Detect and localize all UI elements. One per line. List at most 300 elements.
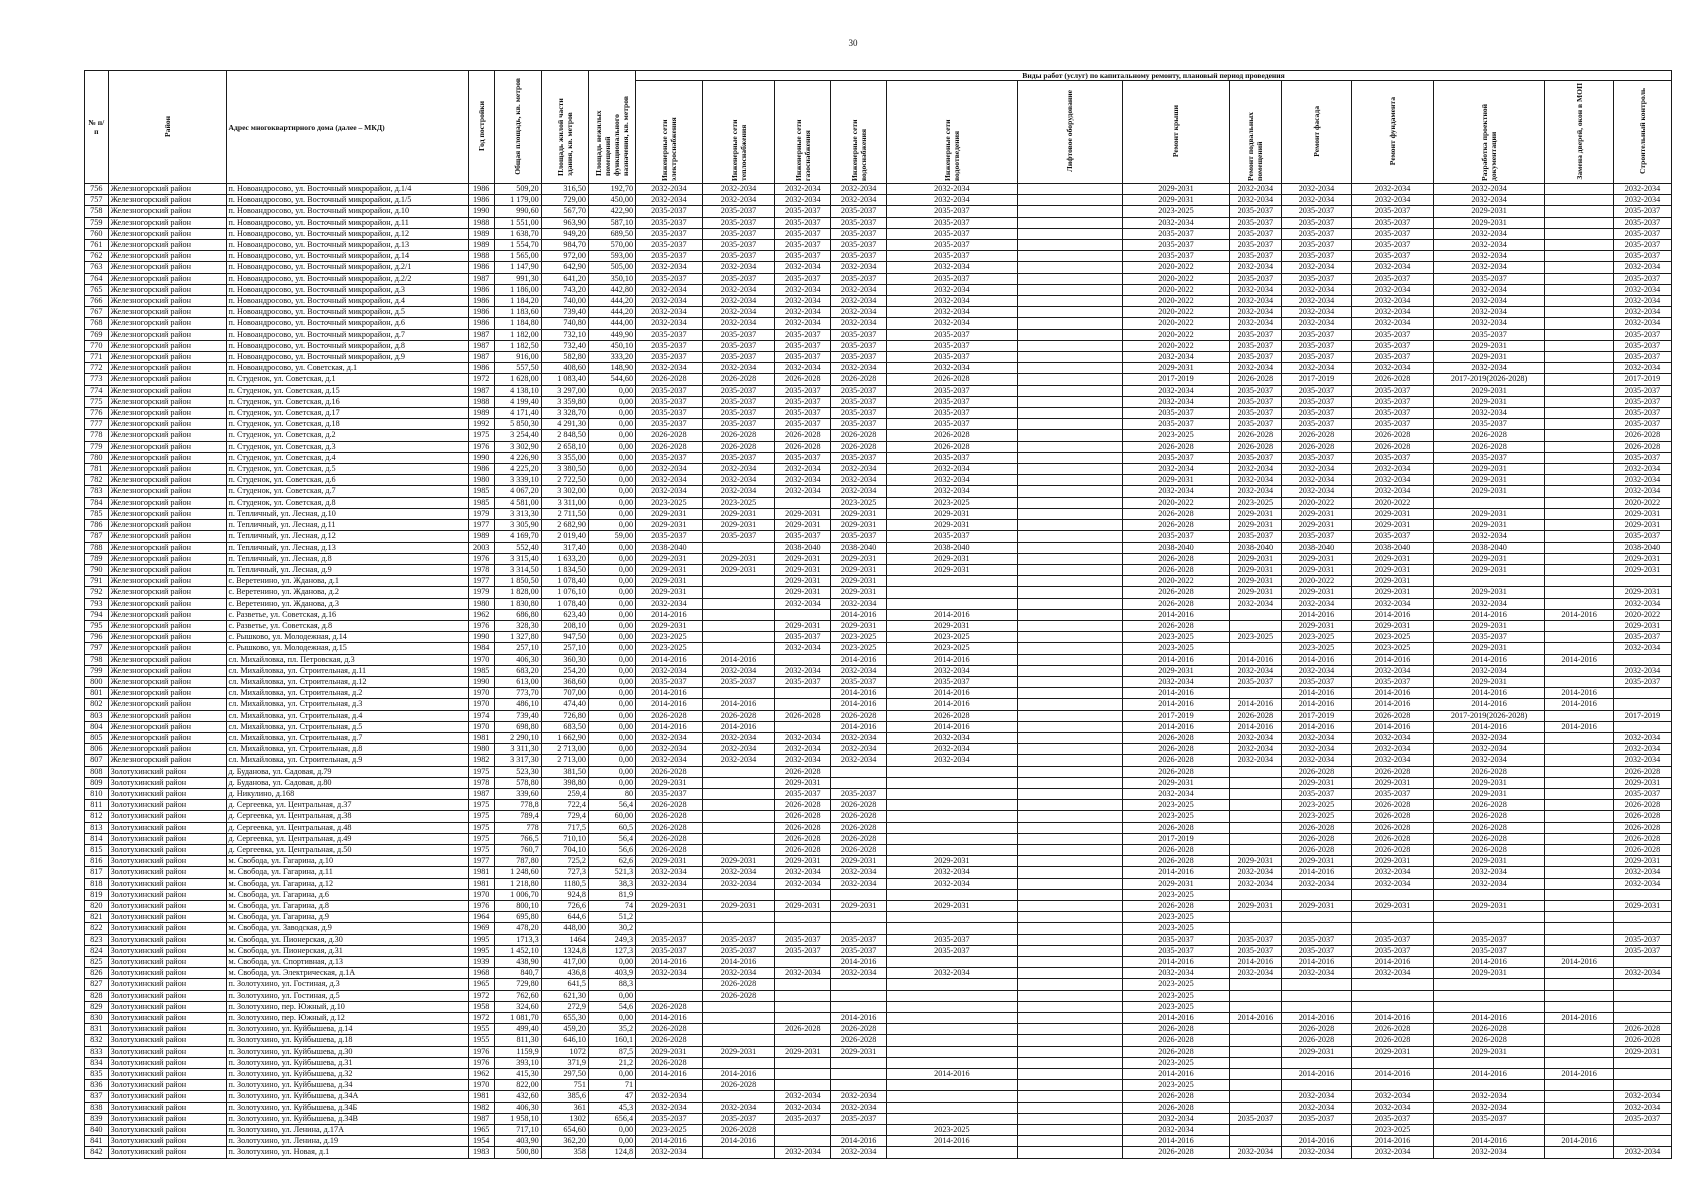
table-cell: 984,70	[541, 240, 588, 251]
table-cell: 2029-2031	[831, 508, 887, 519]
table-cell: 2017-2019	[1613, 710, 1671, 721]
table-cell: 2035-2037	[1230, 531, 1281, 542]
work-col-header: Разработка проектной документации	[1433, 81, 1545, 184]
table-cell: 760	[85, 228, 109, 239]
table-cell	[1017, 732, 1122, 743]
table-row	[85, 217, 1672, 228]
table-cell: 2038-2040	[775, 542, 831, 553]
table-cell: 0,00	[588, 441, 635, 452]
table-cell: 2032-2034	[1230, 665, 1281, 676]
table-cell: 2026-2028	[1122, 1046, 1229, 1057]
table-cell: 641,20	[541, 273, 588, 284]
table-cell: 2035-2037	[775, 676, 831, 687]
table-cell: 2032-2034	[1433, 195, 1545, 206]
table-cell	[1545, 1113, 1614, 1124]
table-cell: 432,60	[494, 1091, 541, 1102]
table-row	[85, 262, 1672, 273]
table-cell	[1545, 811, 1614, 822]
table-cell	[1613, 1057, 1671, 1068]
table-cell	[775, 688, 831, 699]
table-cell: м. Свобода, ул. Гагарина, д.8	[226, 901, 468, 912]
table-cell: 1981	[468, 867, 494, 878]
table-cell: 775	[85, 396, 109, 407]
table-cell	[1545, 430, 1614, 441]
table-cell: 2035-2037	[702, 273, 775, 284]
table-cell: 803	[85, 710, 109, 721]
table-cell: 722,4	[541, 800, 588, 811]
table-cell: 2032-2034	[1230, 363, 1281, 374]
table-cell: м. Свобода, ул. Заводская, д.9	[226, 923, 468, 934]
table-cell: 361	[541, 1102, 588, 1113]
table-cell: Железногорский район	[108, 598, 226, 609]
table-cell: 2026-2028	[1122, 620, 1229, 631]
table-cell: Железногорский район	[108, 251, 226, 262]
table-cell: 0,00	[588, 430, 635, 441]
table-cell	[1017, 385, 1122, 396]
table-cell: п. Новоандросово, ул. Восточный микрорайон, д.7	[226, 329, 468, 340]
table-cell: 2029-2031	[702, 856, 775, 867]
table-cell: 2032-2034	[1433, 755, 1545, 766]
table-cell: 822,00	[494, 1080, 541, 1091]
work-col-header: Инженерные сети водоснабжения	[831, 81, 887, 184]
table-cell: 2029-2031	[775, 587, 831, 598]
table-cell: 2014-2016	[1122, 1136, 1229, 1147]
table-cell: 3 311,00	[541, 497, 588, 508]
table-cell: 2026-2028	[636, 800, 702, 811]
table-cell	[886, 1035, 1017, 1046]
table-cell: 2026-2028	[1122, 732, 1229, 743]
table-cell: 1987	[468, 788, 494, 799]
table-cell: 727,3	[541, 867, 588, 878]
table-cell	[702, 1147, 775, 1158]
table-cell: 2026-2028	[1122, 1091, 1229, 1102]
table-cell: 2014-2016	[1352, 721, 1433, 732]
table-cell: 2026-2028	[1122, 901, 1229, 912]
table-cell: 2035-2037	[1433, 419, 1545, 430]
table-cell: 0,00	[588, 766, 635, 777]
table-cell	[1230, 822, 1281, 833]
table-cell: 2032-2034	[1230, 878, 1281, 889]
table-cell: 778,8	[494, 800, 541, 811]
table-cell: 2026-2028	[886, 441, 1017, 452]
table-cell: 1975	[468, 844, 494, 855]
table-cell: 2035-2037	[831, 396, 887, 407]
table-cell: 0,00	[588, 620, 635, 631]
table-cell: 2035-2037	[1281, 240, 1352, 251]
table-cell: 2035-2037	[775, 788, 831, 799]
table-row	[85, 329, 1672, 340]
table-cell: 2023-2025	[886, 643, 1017, 654]
table-cell: 1984	[468, 643, 494, 654]
table-cell: 2014-2016	[1433, 721, 1545, 732]
table-cell: 2023-2025	[1122, 1057, 1229, 1068]
table-cell: 2032-2034	[636, 744, 702, 755]
table-row	[85, 934, 1672, 945]
table-cell	[1545, 475, 1614, 486]
table-cell: 2032-2034	[1230, 968, 1281, 979]
table-cell: 2038-2040	[636, 542, 702, 553]
table-cell: 2038-2040	[1352, 542, 1433, 553]
table-cell: 782	[85, 475, 109, 486]
table-cell: 1989	[468, 240, 494, 251]
table-row	[85, 195, 1672, 206]
table-cell: 408,60	[541, 363, 588, 374]
table-cell: 2029-2031	[886, 901, 1017, 912]
table-cell: Золотухинский район	[108, 1125, 226, 1136]
table-cell: Железногорский район	[108, 475, 226, 486]
table-cell: 683,50	[541, 721, 588, 732]
table-cell: 4 169,70	[494, 531, 541, 542]
table-cell: 1995	[468, 934, 494, 945]
table-cell: 2035-2037	[1230, 1113, 1281, 1124]
table-cell: 2014-2016	[1433, 688, 1545, 699]
table-cell: 47	[588, 1091, 635, 1102]
table-cell: 1989	[468, 228, 494, 239]
work-col-header: Ремонт подвальных помещений	[1230, 81, 1281, 184]
table-cell: 698,80	[494, 721, 541, 732]
table-cell: 2035-2037	[702, 329, 775, 340]
table-cell: 2035-2037	[636, 206, 702, 217]
table-cell	[1017, 329, 1122, 340]
table-cell: 2035-2037	[1281, 251, 1352, 262]
table-cell: п. Новоандросово, ул. Советская, д.1	[226, 363, 468, 374]
table-cell: 2026-2028	[1613, 766, 1671, 777]
table-row	[85, 184, 1672, 195]
table-cell	[1230, 1035, 1281, 1046]
table-cell: 148,90	[588, 363, 635, 374]
table-cell: 2035-2037	[1230, 273, 1281, 284]
table-cell: 740,80	[541, 318, 588, 329]
table-cell: 30,2	[588, 923, 635, 934]
table-cell: 2035-2037	[1613, 408, 1671, 419]
table-cell: 2035-2037	[1613, 385, 1671, 396]
table-cell	[1545, 464, 1614, 475]
table-cell	[1017, 497, 1122, 508]
table-cell: 2017-2019	[1281, 374, 1352, 385]
table-cell	[636, 979, 702, 990]
table-cell: 2035-2037	[886, 206, 1017, 217]
table-cell: 2035-2037	[831, 329, 887, 340]
table-cell	[1017, 643, 1122, 654]
table-cell	[1017, 688, 1122, 699]
table-cell: 2035-2037	[1352, 945, 1433, 956]
table-cell: 2026-2028	[702, 441, 775, 452]
table-cell: 2014-2016	[1281, 867, 1352, 878]
table-cell	[1230, 777, 1281, 788]
table-cell	[1545, 990, 1614, 1001]
table-cell: 832	[85, 1035, 109, 1046]
table-cell: Железногорский район	[108, 520, 226, 531]
table-cell: Золотухинский район	[108, 766, 226, 777]
work-col-header: Инженерные сети электроснабжения	[636, 81, 702, 184]
table-cell: Железногорский район	[108, 284, 226, 295]
table-cell: 2026-2028	[1122, 1035, 1229, 1046]
table-cell: 2032-2034	[1613, 643, 1671, 654]
table-cell: 1958	[468, 1001, 494, 1012]
table-cell	[886, 800, 1017, 811]
table-cell: 2035-2037	[636, 228, 702, 239]
table-cell: 2014-2016	[1545, 957, 1614, 968]
table-cell: п. Студенок, ул. Советская, д.5	[226, 464, 468, 475]
table-cell: 2029-2031	[775, 620, 831, 631]
table-cell: 324,60	[494, 1001, 541, 1012]
table-cell: 1974	[468, 710, 494, 721]
table-cell: 1990	[468, 206, 494, 217]
table-cell: 2014-2016	[1281, 957, 1352, 968]
work-col-header: Инженерные сети водоотведения	[886, 81, 1017, 184]
table-cell: 2026-2028	[1352, 710, 1433, 721]
table-cell: Железногорский район	[108, 352, 226, 363]
table-cell: 2035-2037	[1230, 329, 1281, 340]
table-cell: 2035-2037	[775, 352, 831, 363]
table-row	[85, 486, 1672, 497]
table-cell: 45,3	[588, 1102, 635, 1113]
table-cell: 2032-2034	[775, 475, 831, 486]
table-cell: 1 662,90	[541, 732, 588, 743]
table-cell: 2032-2034	[1613, 486, 1671, 497]
table-cell: 1987	[468, 340, 494, 351]
table-cell	[1545, 968, 1614, 979]
table-cell: 2029-2031	[831, 576, 887, 587]
table-cell: 829	[85, 1001, 109, 1012]
table-cell: 1962	[468, 609, 494, 620]
table-cell: 2026-2028	[831, 430, 887, 441]
table-cell: п. Новоандросово, ул. Восточный микрорайон, д.2/2	[226, 273, 468, 284]
table-cell	[1017, 990, 1122, 1001]
table-cell: 689,50	[588, 228, 635, 239]
table-cell: 2035-2037	[1613, 329, 1671, 340]
table-cell: 2035-2037	[1352, 240, 1433, 251]
table-cell	[775, 990, 831, 1001]
table-cell	[702, 688, 775, 699]
table-cell	[636, 923, 702, 934]
table-cell: 2 848,50	[541, 430, 588, 441]
table-cell: 2032-2034	[1613, 1102, 1671, 1113]
table-cell: 1965	[468, 979, 494, 990]
table-cell	[1545, 195, 1614, 206]
table-cell: 2032-2034	[1352, 296, 1433, 307]
table-cell: 2032-2034	[636, 1102, 702, 1113]
table-cell: 2014-2016	[831, 1136, 887, 1147]
table-cell: 2035-2037	[775, 1113, 831, 1124]
table-cell: 2029-2031	[1122, 184, 1229, 195]
table-cell: 567,70	[541, 206, 588, 217]
table-cell: 60,5	[588, 822, 635, 833]
table-cell: Железногорский район	[108, 430, 226, 441]
table-cell: 2014-2016	[1352, 699, 1433, 710]
table-cell: с. Рышково, ул. Молодежная, д.15	[226, 643, 468, 654]
table-cell: 2014-2016	[1281, 1069, 1352, 1080]
table-cell	[775, 1035, 831, 1046]
table-cell: 2014-2016	[1230, 957, 1281, 968]
table-cell: 2029-2031	[1613, 587, 1671, 598]
table-cell: 2026-2028	[1281, 441, 1352, 452]
table-cell: 2035-2037	[636, 934, 702, 945]
table-cell	[1545, 228, 1614, 239]
table-row	[85, 822, 1672, 833]
table-cell: 796	[85, 632, 109, 643]
table-cell: п. Новоандросово, ул. Восточный микрорайон, д.12	[226, 228, 468, 239]
table-cell: 2032-2034	[886, 464, 1017, 475]
table-cell: 2032-2034	[1230, 598, 1281, 609]
table-cell: 2023-2025	[831, 632, 887, 643]
table-cell: 810	[85, 788, 109, 799]
table-cell: 2029-2031	[1433, 856, 1545, 867]
table-cell: 2035-2037	[636, 240, 702, 251]
table-cell: 2032-2034	[886, 755, 1017, 766]
table-cell: 2032-2034	[1281, 878, 1352, 889]
table-cell	[1545, 273, 1614, 284]
table-cell: 2032-2034	[831, 1091, 887, 1102]
table-cell: 823	[85, 934, 109, 945]
table-cell: 0,00	[588, 643, 635, 654]
table-cell: 1990	[468, 676, 494, 687]
table-cell	[1545, 296, 1614, 307]
table-cell: п. Золотухино, пер. Южный, д.10	[226, 1001, 468, 1012]
table-cell: 2035-2037	[1613, 352, 1671, 363]
table-cell: 1985	[468, 497, 494, 508]
table-cell: 1 184,20	[494, 296, 541, 307]
capital-repair-table	[84, 70, 1672, 1159]
table-cell	[886, 889, 1017, 900]
table-cell: Золотухинский район	[108, 923, 226, 934]
table-cell	[1545, 665, 1614, 676]
table-row	[85, 419, 1672, 430]
table-cell: 813	[85, 822, 109, 833]
table-row	[85, 273, 1672, 284]
table-cell: Железногорский район	[108, 374, 226, 385]
table-cell	[1017, 531, 1122, 542]
table-cell: 2035-2037	[1281, 329, 1352, 340]
table-cell: 0,00	[588, 475, 635, 486]
table-cell: 2032-2034	[1281, 475, 1352, 486]
table-cell: 2029-2031	[1230, 576, 1281, 587]
table-cell: 406,30	[494, 654, 541, 665]
table-cell: 582,80	[541, 352, 588, 363]
table-cell: 2029-2031	[636, 901, 702, 912]
table-cell: 2014-2016	[1545, 1136, 1614, 1147]
table-cell: 1982	[468, 755, 494, 766]
table-row	[85, 844, 1672, 855]
table-cell: 2032-2034	[636, 968, 702, 979]
table-cell	[1017, 867, 1122, 878]
table-cell: 1988	[468, 396, 494, 407]
table-cell: 784	[85, 497, 109, 508]
works-super-header: Виды работ (услуг) по капитальному ремонту, плановый период проведения	[636, 71, 1672, 81]
table-cell: 2023-2025	[1230, 497, 1281, 508]
table-row	[85, 475, 1672, 486]
table-cell: с. Разветье, ул. Советская, д.16	[226, 609, 468, 620]
table-cell: 2026-2028	[831, 710, 887, 721]
table-cell	[702, 912, 775, 923]
table-cell: 820	[85, 901, 109, 912]
table-cell: 2032-2034	[636, 1091, 702, 1102]
table-cell: 2035-2037	[1613, 228, 1671, 239]
table-cell: Железногорский район	[108, 676, 226, 687]
table-cell: 2032-2034	[636, 475, 702, 486]
table-cell	[1017, 396, 1122, 407]
table-cell: 2029-2031	[1613, 856, 1671, 867]
table-cell	[1230, 1136, 1281, 1147]
table-cell: 2026-2028	[1281, 833, 1352, 844]
table-row	[85, 957, 1672, 968]
table-cell: 1976	[468, 1057, 494, 1068]
table-cell: 362,20	[541, 1136, 588, 1147]
table-cell	[1017, 665, 1122, 676]
table-cell: 772	[85, 363, 109, 374]
table-cell: 2023-2025	[636, 643, 702, 654]
table-cell: 1987	[468, 385, 494, 396]
table-cell: 2032-2034	[1230, 867, 1281, 878]
table-cell: 2026-2028	[1230, 441, 1281, 452]
table-cell: 2035-2037	[831, 206, 887, 217]
table-row	[85, 665, 1672, 676]
table-cell: 2035-2037	[1352, 217, 1433, 228]
table-cell: Золотухинский район	[108, 957, 226, 968]
table-cell: 2026-2028	[1433, 1035, 1545, 1046]
table-cell: 2032-2034	[636, 755, 702, 766]
table-cell: 2023-2025	[1122, 990, 1229, 1001]
table-cell: 2032-2034	[1230, 296, 1281, 307]
table-cell: 2032-2034	[1613, 284, 1671, 295]
table-cell: 785	[85, 508, 109, 519]
table-cell: 2029-2031	[1230, 508, 1281, 519]
table-cell: 2029-2031	[775, 1046, 831, 1057]
table-cell	[1017, 217, 1122, 228]
table-cell: 2035-2037	[831, 788, 887, 799]
table-cell	[831, 889, 887, 900]
table-cell: 422,90	[588, 206, 635, 217]
table-cell	[702, 1035, 775, 1046]
table-cell	[1230, 1069, 1281, 1080]
table-row	[85, 340, 1672, 351]
work-col-header: Ремонт фасада	[1281, 81, 1352, 184]
table-cell: 2026-2028	[636, 1057, 702, 1068]
table-cell: 2035-2037	[636, 945, 702, 956]
table-cell: 1 083,40	[541, 374, 588, 385]
table-cell: 3 302,90	[494, 441, 541, 452]
table-cell	[1017, 598, 1122, 609]
table-cell: 1975	[468, 833, 494, 844]
table-cell: 2014-2016	[702, 957, 775, 968]
table-cell	[1352, 1057, 1433, 1068]
table-cell: 2014-2016	[1433, 609, 1545, 620]
table-cell: 2032-2034	[1122, 676, 1229, 687]
table-cell: 1986	[468, 363, 494, 374]
table-cell: 2026-2028	[1352, 1035, 1433, 1046]
table-cell: 2032-2034	[1230, 307, 1281, 318]
table-cell: 2032-2034	[702, 968, 775, 979]
table-cell: 831	[85, 1024, 109, 1035]
table-cell: Железногорский район	[108, 240, 226, 251]
table-cell: 2029-2031	[1613, 508, 1671, 519]
table-cell	[1352, 990, 1433, 1001]
table-cell: 2032-2034	[702, 486, 775, 497]
table-cell: с. Рышково, ул. Молодежная, д.14	[226, 632, 468, 643]
table-row	[85, 206, 1672, 217]
table-cell: 2026-2028	[1122, 441, 1229, 452]
table-cell: 2020-2022	[1122, 497, 1229, 508]
table-cell: 2020-2022	[1122, 329, 1229, 340]
table-cell: 2032-2034	[1613, 262, 1671, 273]
table-cell	[1017, 430, 1122, 441]
table-cell	[1352, 1001, 1433, 1012]
table-cell: 1975	[468, 766, 494, 777]
table-cell: 2029-2031	[1281, 553, 1352, 564]
table-cell	[1017, 811, 1122, 822]
table-cell	[1545, 396, 1614, 407]
table-cell: Золотухинский район	[108, 912, 226, 923]
